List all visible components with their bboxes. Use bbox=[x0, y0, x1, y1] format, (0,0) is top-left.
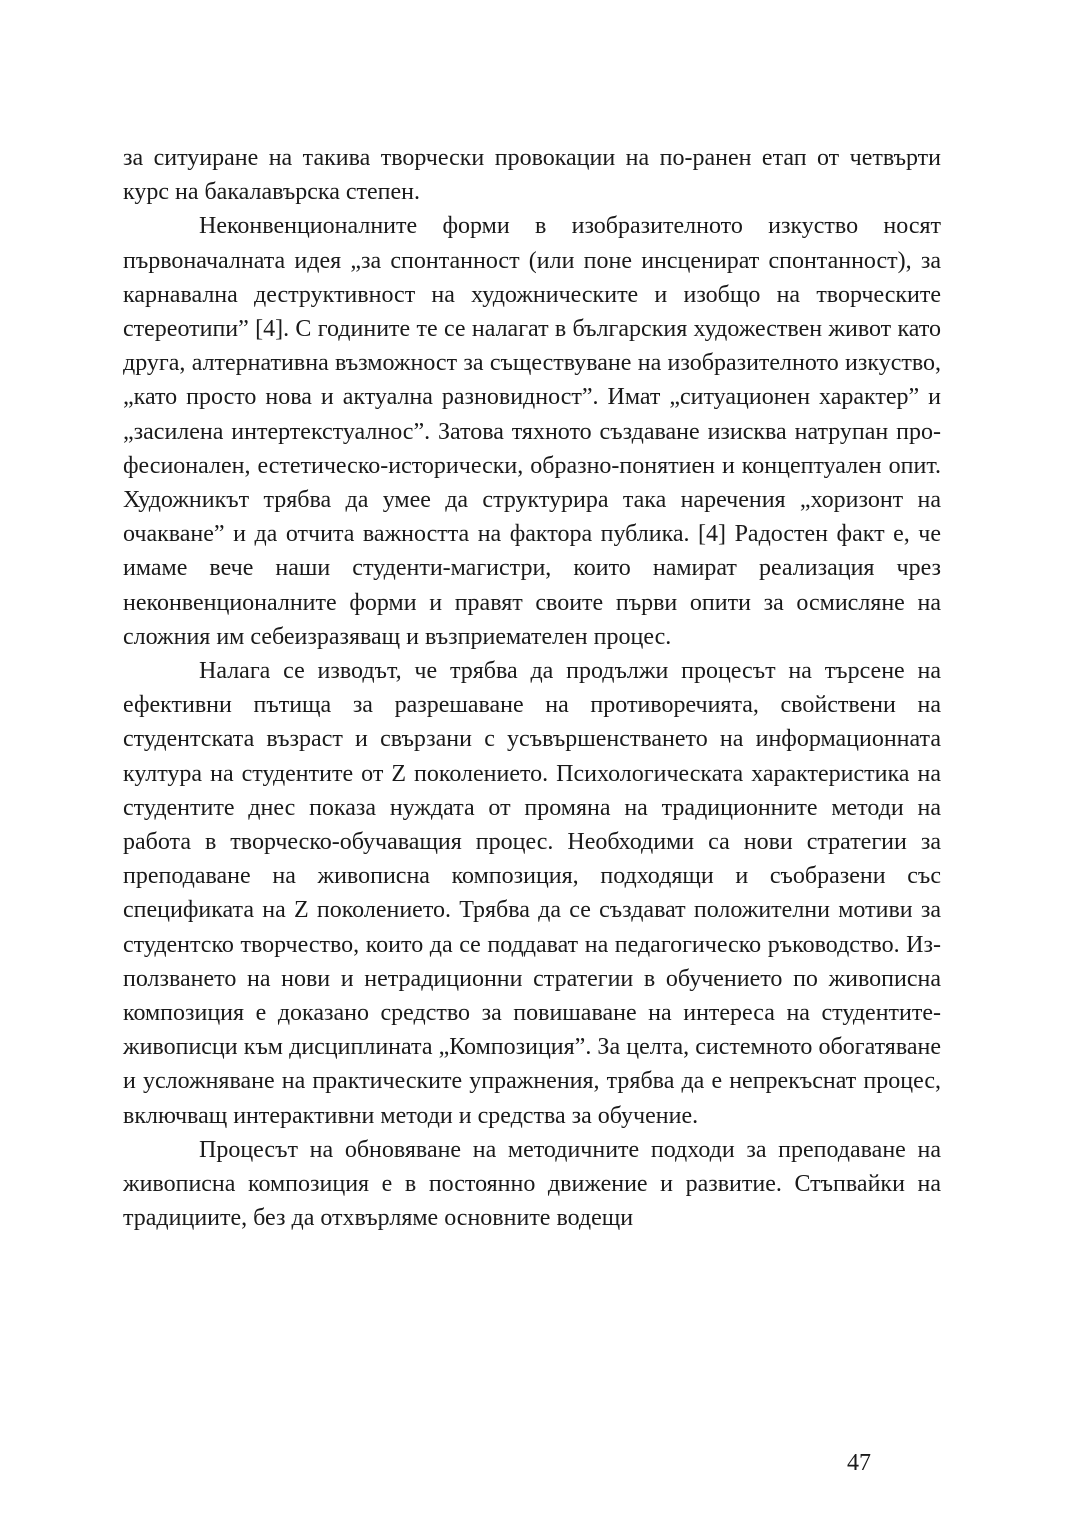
paragraph-continuation: за ситуиране на такива творчески провокации на по-ранен етап от четвърти курс на бакалавърска степен. bbox=[123, 145, 941, 206]
paragraph-conclusion: Налага се изводът, че трябва да продължи процесът на търсене на ефективни пътища за разрешаване на противоречията, свойствени на студентската възраст и свързани с усъвършенстването на информационната култура на студентите от Z поколението. Психологическата характеристика на студентите днес показа нуждата от промяна на традиционните методи на работа в творческо-обучаващия процес. Необходими са нови стратегии за преподаване на живописна композиция, подходящи и съобразени със спецификата на Z поколението. Трябва да се създават положителни мотиви за студентско творчество, които да се поддават на педагогическо ръководство. Използването на нови и нетрадиционни стратегии в обучението по живописна композиция е доказано средство за повишаване на интереса на студентите-живописци към дисциплината „Композиция”. За целта, системното обогатяване и усложняване на практическите упражнения, трябва да е непрекъснат процес, включващ интерактивни методи и средства за обучение. bbox=[123, 658, 941, 1129]
paragraph-unconventional-forms: Неконвенционалните форми в изобразителното изкуство носят първоначалната идея „за спонтанност (или поне инсценират спонтанност), за карнавална деструктивност на художническите и изобщо на творческите стереотипи” [4]. С годините те се налагат в българския художествен живот като друга, алтернативна възможност за съществуване на изобразителното изкуство, „като просто нова и актуална разновидност”. Имат „ситуационен характер” и „засилена интертекстуалнос”. Затова тяхното създаване изисква натрупан професионален, естетическо-исторически, образно-понятиен и концептуален опит. Художникът трябва да умее да структурира така наречения „хоризонт на очакване” и да отчита важността на фактора публика. [4] Радостен факт е, че имаме вече наши студенти-магистри, които намират реализация чрез неконвенционалните форми и правят своите първи опити за осмисляне на сложния им себеизразяващ и възприемателен процес. bbox=[123, 213, 941, 650]
page-number: 47 bbox=[847, 1450, 871, 1476]
paragraph-methodology-renewal: Процесът на обновяване на методичните подходи за преподаване на живописна композиция е в постоянно движение и развитие. Стъпвайки на традициите, без да отхвърляме основните водещи bbox=[123, 1136, 941, 1232]
body-text bbox=[123, 141, 941, 1236]
